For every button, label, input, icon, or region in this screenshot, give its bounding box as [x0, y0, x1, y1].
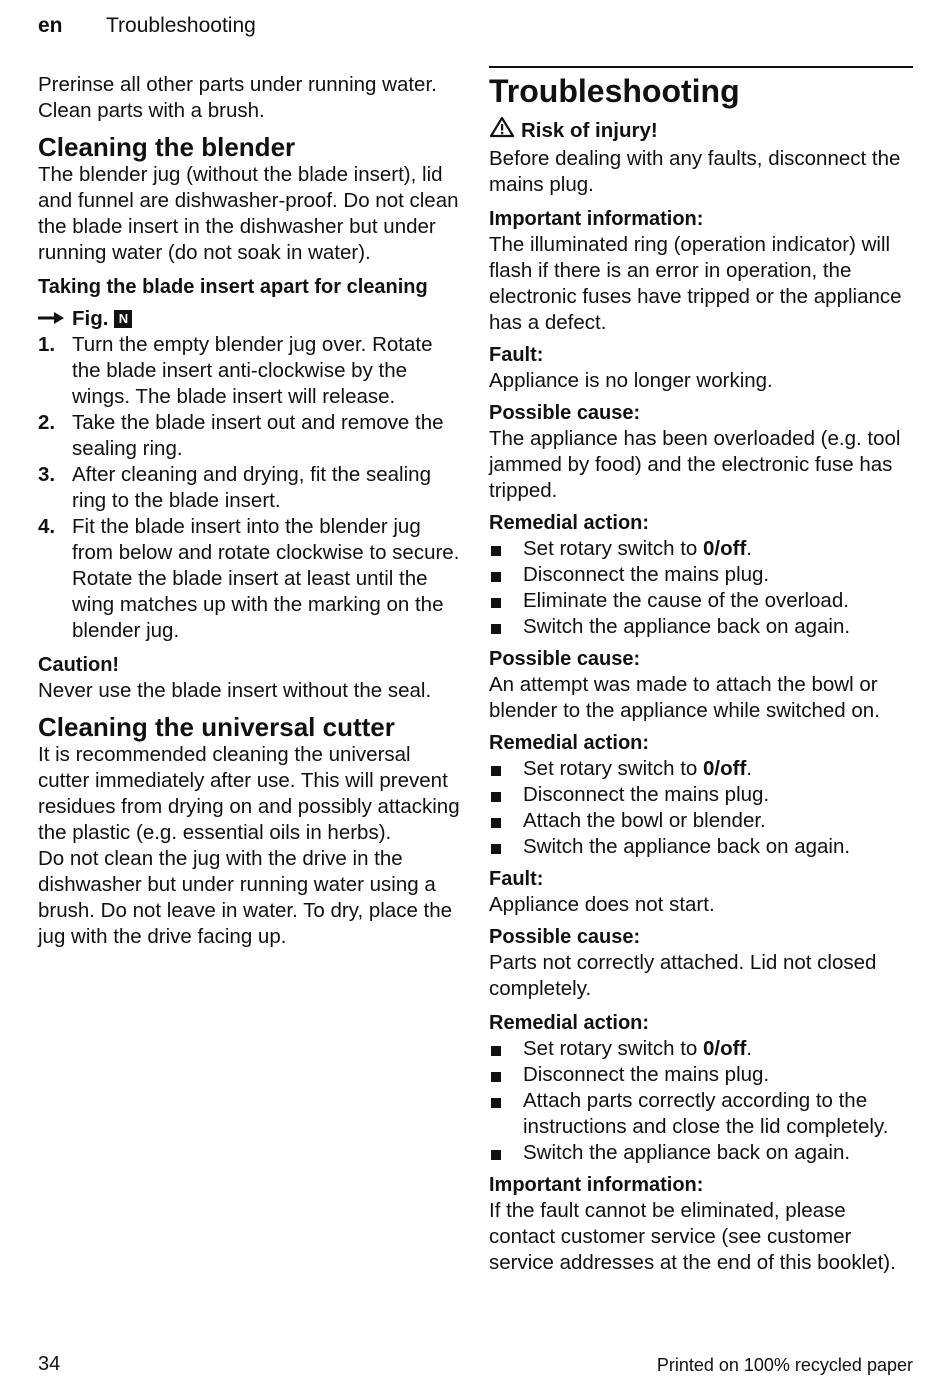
cause-label-1: Possible cause:	[489, 402, 641, 424]
remedy-label-2: Remedial action:	[489, 732, 650, 754]
square-bullet-icon	[491, 624, 501, 634]
square-bullet-icon	[491, 546, 501, 556]
remedy-list-2	[489, 756, 913, 860]
square-bullet-icon	[491, 572, 501, 582]
language-code: en	[38, 14, 63, 37]
step-number: 2.	[38, 411, 56, 434]
figure-letter: N	[114, 310, 132, 328]
square-bullet-icon	[491, 598, 501, 608]
step-item	[38, 410, 463, 462]
step-text: After cleaning and drying, fit the sealing ring to the blade insert.	[72, 463, 431, 512]
blender-title: Cleaning the blender	[38, 132, 296, 162]
remedy-text: Attach the bowl or blender.	[523, 809, 766, 832]
remedy-item	[489, 588, 913, 614]
steps-list	[38, 332, 463, 644]
fault-text-1: Appliance is no longer working.	[489, 369, 773, 392]
step-extra-text: Rotate the blade insert at least until the wing matches up with the marking on the blender jug.	[72, 567, 444, 642]
remedy-text: Disconnect the mains plug.	[523, 1063, 770, 1086]
figure-reference	[38, 306, 463, 332]
switch-position: 0/off	[703, 1037, 747, 1060]
remedy-text-end: .	[746, 537, 752, 560]
remedy-text: Eliminate the cause of the overload.	[523, 589, 849, 612]
square-bullet-icon	[491, 1098, 501, 1108]
square-bullet-icon	[491, 792, 501, 802]
switch-position: 0/off	[703, 537, 747, 560]
remedy-text: Attach parts correctly according to the instructions and close the lid completely.	[523, 1089, 889, 1138]
fault-text-2: Appliance does not start.	[489, 893, 715, 916]
important-text-2: If the fault cannot be eliminated, please contact customer service (see customer service addresses at the end of this booklet).	[489, 1199, 896, 1274]
remedy-text-end: .	[746, 1037, 752, 1060]
remedy-item	[489, 808, 913, 834]
remedy-item	[489, 1062, 913, 1088]
switch-position: 0/off	[703, 757, 747, 780]
remedy-text: Disconnect the mains plug.	[523, 563, 770, 586]
remedy-list-1	[489, 536, 913, 640]
remedy-text: Switch the appliance back on again.	[523, 615, 851, 638]
page-number: 34	[38, 1353, 61, 1375]
troubleshooting-title: Troubleshooting	[489, 73, 740, 109]
figure-label: Fig.	[72, 307, 109, 330]
remedy-item	[489, 562, 913, 588]
cause-label-2: Possible cause:	[489, 648, 641, 670]
remedy-label-1: Remedial action:	[489, 512, 650, 534]
remedy-item	[489, 614, 913, 640]
cause-label-3: Possible cause:	[489, 926, 641, 948]
square-bullet-icon	[491, 818, 501, 828]
header-section: Troubleshooting	[106, 14, 256, 37]
square-bullet-icon	[491, 1072, 501, 1082]
step-item	[38, 462, 463, 514]
cutter-text-2: Do not clean the jug with the drive in the dishwasher but under running water using a brush. Do not leave in water. To dry, place the jug with the drive facing up.	[38, 847, 453, 948]
remedy-text: Switch the appliance back on again.	[523, 1141, 851, 1164]
fault-label-2: Fault:	[489, 868, 544, 890]
remedy-text: Set rotary switch to	[523, 757, 704, 780]
remedy-text: Set rotary switch to	[523, 537, 704, 560]
remedy-text: Set rotary switch to	[523, 1037, 704, 1060]
caution-text: Never use the blade insert without the seal.	[38, 679, 432, 702]
step-text: Turn the empty blender jug over. Rotate the blade insert anti-clockwise by the wings. The blade insert will release.	[72, 333, 433, 408]
arrow-right-icon	[38, 306, 66, 332]
taking-apart-heading: Taking the blade insert apart for cleaning	[38, 276, 428, 298]
fault-label-1: Fault:	[489, 344, 544, 366]
remedy-text-end: .	[746, 757, 752, 780]
remedy-item	[489, 1088, 913, 1140]
step-item	[38, 514, 463, 644]
risk-text: Before dealing with any faults, disconnect the mains plug.	[489, 147, 901, 196]
square-bullet-icon	[491, 1150, 501, 1160]
caution-label: Caution!	[38, 654, 120, 676]
remedy-item	[489, 536, 913, 562]
blender-text: The blender jug (without the blade insert), lid and funnel are dishwasher-proof. Do not clean the blade insert in the dishwasher but under running water (do not soak in water).	[38, 163, 459, 264]
remedy-item	[489, 756, 913, 782]
remedy-list-3	[489, 1036, 913, 1166]
remedy-item	[489, 1036, 913, 1062]
cutter-text-1: It is recommended cleaning the universal cutter immediately after use. This will prevent residues from drying on and possibly attacking the plastic (e.g. essential oils in herbs).	[38, 743, 460, 844]
step-item	[38, 332, 463, 410]
important-label-2: Important information:	[489, 1174, 704, 1196]
left-column	[38, 70, 463, 950]
step-text: Fit the blade insert into the blender jug from below and rotate clockwise to secure.	[72, 515, 460, 564]
square-bullet-icon	[491, 1046, 501, 1056]
remedy-item	[489, 834, 913, 860]
remedy-label-3: Remedial action:	[489, 1012, 650, 1034]
risk-label: Risk of injury!	[521, 119, 658, 142]
page-header	[38, 14, 256, 38]
important-label-1: Important information:	[489, 208, 704, 230]
cutter-title: Cleaning the universal cutter	[38, 712, 395, 742]
step-number: 1.	[38, 333, 56, 356]
footer-note: Printed on 100% recycled paper	[656, 1355, 913, 1375]
step-number: 4.	[38, 515, 56, 538]
step-text: Take the blade insert out and remove the sealing ring.	[72, 411, 444, 460]
important-text-1: The illuminated ring (operation indicator) will flash if there is an error in operation, the electronic fuses have tripped or the appliance has a defect.	[489, 233, 902, 334]
square-bullet-icon	[491, 844, 501, 854]
cause-text-3: Parts not correctly attached. Lid not closed completely.	[489, 951, 877, 1000]
cause-text-1: The appliance has been overloaded (e.g. tool jammed by food) and the electronic fuse has tripped.	[489, 427, 901, 502]
remedy-text: Disconnect the mains plug.	[523, 783, 770, 806]
warning-triangle-icon	[489, 116, 515, 146]
section-rule	[489, 66, 913, 110]
step-number: 3.	[38, 463, 56, 486]
square-bullet-icon	[491, 766, 501, 776]
right-column	[489, 70, 913, 1276]
remedy-item	[489, 1140, 913, 1166]
remedy-text: Switch the appliance back on again.	[523, 835, 851, 858]
cause-text-2: An attempt was made to attach the bowl or blender to the appliance while switched on.	[489, 673, 880, 722]
intro-text: Prerinse all other parts under running water. Clean parts with a brush.	[38, 73, 437, 122]
risk-warning	[489, 116, 913, 146]
remedy-item	[489, 782, 913, 808]
